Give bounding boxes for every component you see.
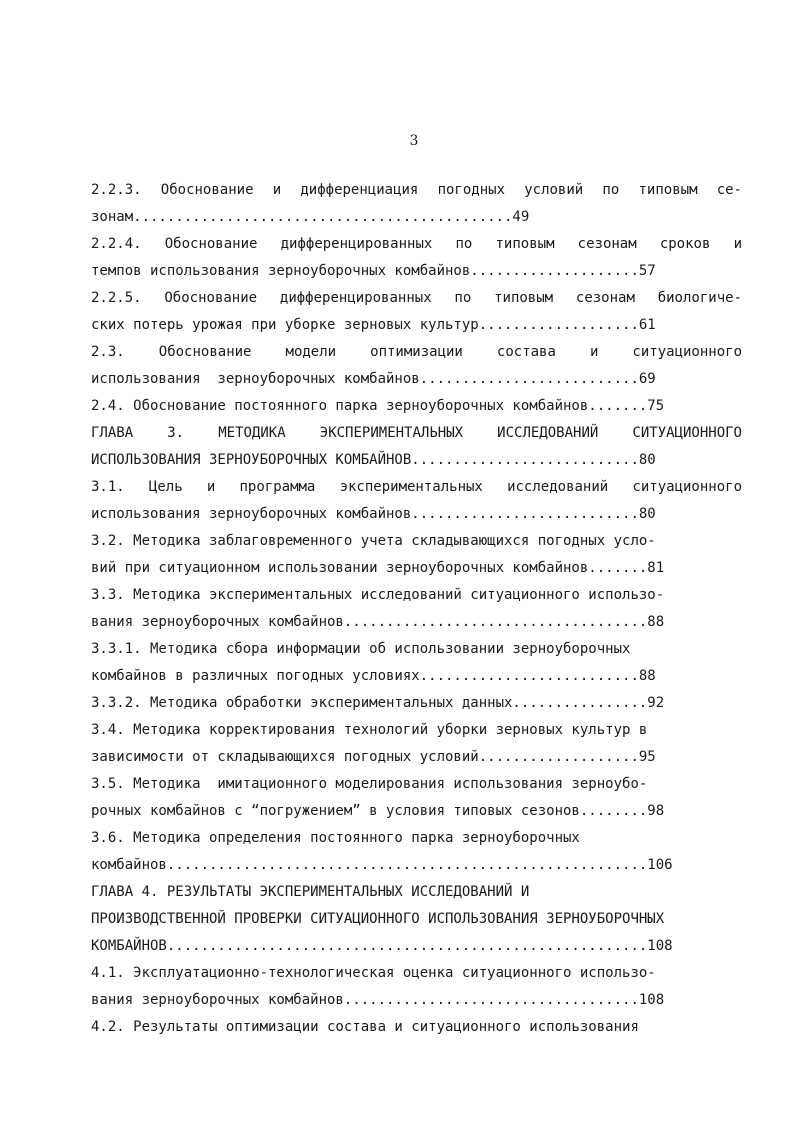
toc-line: 2.2.5. Обоснование дифференцированных по типовым сезонам биологиче- (91, 290, 742, 306)
toc-line: 4.1. Эксплуатационно-технологическая оценка ситуационного использо- (91, 965, 656, 981)
toc-line: 3.5. Методика имитационного моделирования использования зерноубо- (91, 776, 648, 792)
toc-line: вания зерноуборочных комбайнов...................................108 (91, 992, 665, 1008)
toc-line: вания зерноуборочных комбайнов....................................88 (91, 614, 665, 630)
toc-line: 2.3. Обоснование модели оптимизации состава и ситуационного (91, 344, 742, 360)
toc-line: вий при ситуационном использовании зерноуборочных комбайнов.......81 (91, 560, 665, 576)
toc-line: 2.2.3. Обоснование и дифференциация погодных условий по типовым се- (91, 182, 742, 198)
toc-line: ских потерь урожая при уборке зерновых культур...................61 (91, 317, 656, 333)
toc-line: ПРОИЗВОДСТВЕННОЙ ПРОВЕРКИ СИТУАЦИОННОГО ИСПОЛЬЗОВАНИЯ ЗЕРНОУБОРОЧНЫХ (91, 911, 665, 927)
toc-line: ГЛАВА 4. РЕЗУЛЬТАТЫ ЭКСПЕРИМЕНТАЛЬНЫХ ИССЛЕДОВАНИЙ И (91, 884, 530, 900)
toc-line: комбайнов в различных погодных условиях..........................88 (91, 668, 656, 684)
toc-line: 3.3.2. Методика обработки экспериментальных данных................92 (91, 695, 665, 711)
toc-line: 4.2. Результаты оптимизации состава и ситуационного использования (91, 1019, 639, 1035)
toc-line: 3.3.1. Методика сбора информации об использовании зерноуборочных (91, 641, 631, 657)
toc-line: 3.4. Методика корректирования технологий уборки зерновых культур в (91, 722, 648, 738)
toc-line: 3.3. Методика экспериментальных исследований ситуационного использо- (91, 587, 665, 603)
toc-line: рочных комбайнов с “погружением” в условия типовых сезонов........98 (91, 803, 665, 819)
toc-line: комбайнов.........................................................106 (91, 857, 673, 873)
table-of-contents (91, 177, 742, 1041)
toc-line: зависимости от складывающихся погодных условий...................95 (91, 749, 656, 765)
toc-line: 2.2.4. Обоснование дифференцированных по типовым сезонам сроков и (91, 236, 742, 252)
toc-line: 2.4. Обоснование постоянного парка зерноуборочных комбайнов.......75 (91, 398, 665, 414)
toc-line: 3.1. Цель и программа экспериментальных исследований ситуационного (91, 479, 742, 495)
toc-line: использования зерноуборочных комбайнов...........................80 (91, 506, 656, 522)
toc-line: зонам.............................................49 (91, 209, 530, 225)
toc-line: ГЛАВА 3. МЕТОДИКА ЭКСПЕРИМЕНТАЛЬНЫХ ИССЛЕДОВАНИЙ СИТУАЦИОННОГО (91, 425, 742, 441)
toc-line: использования зерноуборочных комбайнов..........................69 (91, 371, 656, 387)
toc-line: ИСПОЛЬЗОВАНИЯ ЗЕРНОУБОРОЧНЫХ КОМБАЙНОВ...........................80 (91, 452, 656, 468)
toc-line: 3.6. Методика определения постоянного парка зерноуборочных (91, 830, 580, 846)
toc-line: темпов использования зерноуборочных комбайнов....................57 (91, 263, 656, 279)
toc-line: 3.2. Методика заблаговременного учета складывающихся погодных усло- (91, 533, 656, 549)
page-number: 3 (409, 133, 419, 149)
toc-line: КОМБАЙНОВ.........................................................108 (91, 938, 673, 954)
